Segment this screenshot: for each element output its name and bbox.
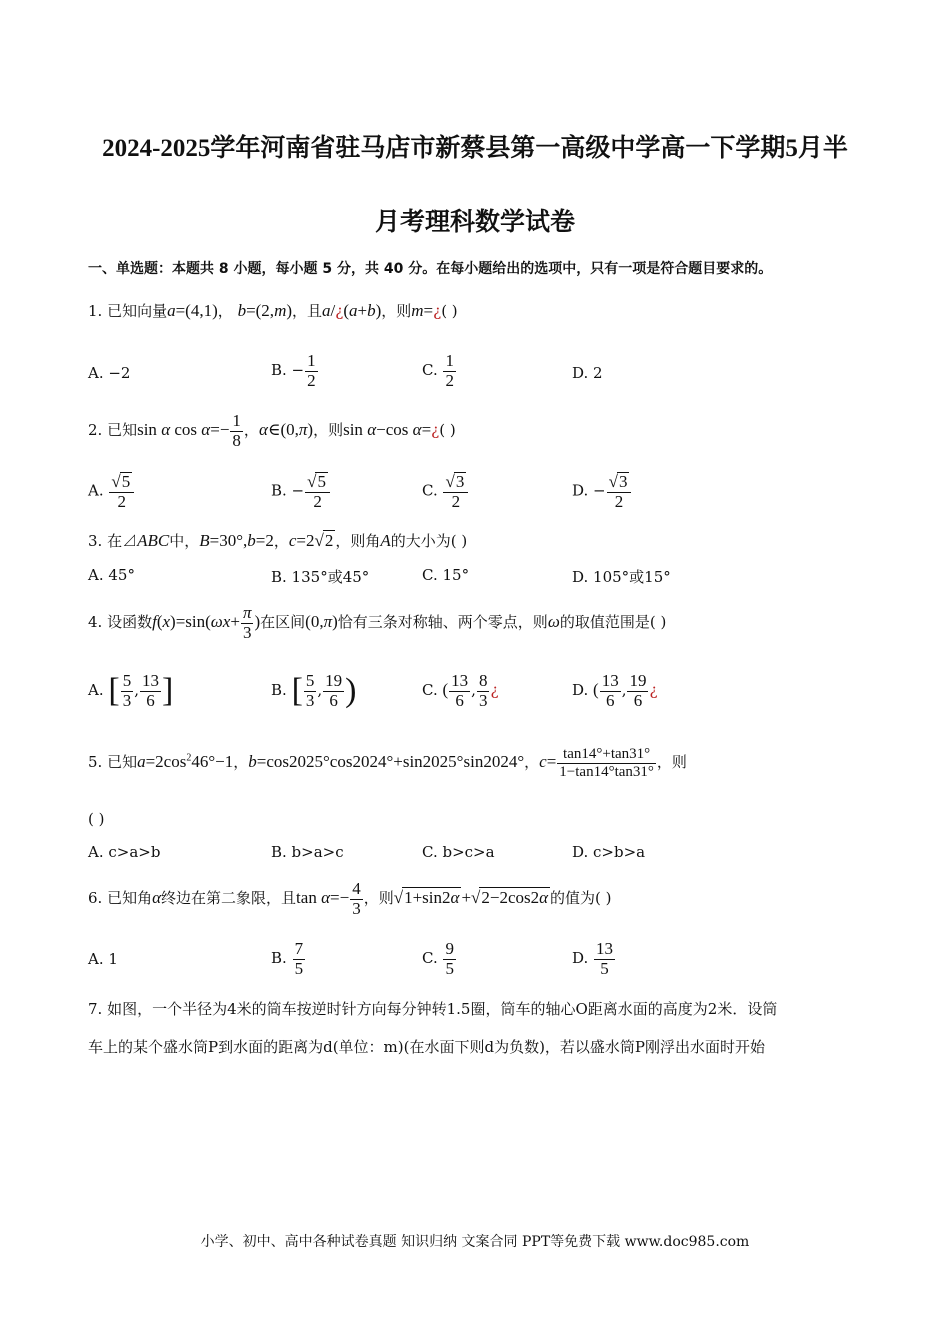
q4-option-b[interactable]: B. [ $\frac{5}{3}$ , $\frac{19}{6}$ ) bbox=[271, 671, 357, 710]
question-6: 6. 已知角α终边在第二象限，且tan α=− $\frac{4}{3}$ ，则√1+sin2α +√2−2cos2α 的值为( ) bbox=[88, 879, 612, 918]
q1-option-b[interactable]: B. − $\frac{1}{2}$ bbox=[271, 351, 316, 390]
q2-option-d[interactable]: D. − $\frac{√3}{2}$ bbox=[572, 472, 632, 511]
exam-title-line2: 月考理科数学试卷 bbox=[374, 209, 575, 236]
question-4: 4. 设函数f(x)=sin(ωx+ $\frac{\pi}{3}$ )在区间(0,π)恰有三条对称轴、两个零点，则ω的取值范围是( ) bbox=[88, 603, 667, 642]
q5-option-d[interactable]: D. c>b>a bbox=[572, 843, 646, 861]
q3-option-b[interactable]: B. 135°或45° bbox=[271, 568, 370, 586]
q1-text: 1. 已知向量 bbox=[88, 302, 168, 320]
q1-option-d[interactable]: D. 2 bbox=[572, 364, 603, 382]
q5-paren: ( ) bbox=[88, 810, 105, 828]
section-heading: 一、单选题：本题共 8 小题，每小题 5 分，共 40 分。在每小题给出的选项中，只有一项是符合题目要求的。 bbox=[88, 261, 773, 277]
q3-option-c[interactable]: C. 15° bbox=[422, 566, 470, 584]
q4-option-a[interactable]: A. [ $\frac{5}{3}$ , $\frac{13}{6}$ ] bbox=[88, 671, 174, 710]
question-2: 2. 已知sin α cos α=− $\frac{1}{8}$ ，α∈(0,π)，则sin α−cos α=¿( ) bbox=[88, 411, 456, 450]
q5-option-c[interactable]: C. b>c>a bbox=[422, 843, 495, 861]
question-7-line2: 车上的某个盛水筒P到水面的距离为d(单位：m)(在水面下则d为负数)，若以盛水筒P刚浮出水面时开始 bbox=[88, 1038, 766, 1056]
question-7-line1: 7. 如图，一个半径为4米的筒车按逆时针方向每分钟转1.5圈，筒车的轴心O距离水面的高度为2米．设筒 bbox=[88, 1000, 778, 1018]
question-5: 5. 已知$a=2\cos^246^\circ-1$，b=cos2025°cos2024°+sin2025°sin2024°，c= $\frac{\tan 14^\circ+\tan 31^\circ}{1-\tan 14^\circ\tan 31^\circ}$ ，则 bbox=[88, 746, 687, 780]
question-1: 1. 已知向量a=(4,1)， b=(2,m)，且a/¿(a+b)，则m=¿( ) bbox=[88, 301, 458, 320]
q2-option-c[interactable]: C. $\frac{√3}{2}$ bbox=[422, 472, 469, 511]
q1-option-a[interactable]: A. −2 bbox=[88, 364, 131, 382]
q4-option-c[interactable]: C. ( $\frac{13}{6}$ , $\frac{8}{3}$ ¿ bbox=[422, 671, 499, 710]
exam-title-line1: 2024-2025学年河南省驻马店市新蔡县第一高级中学高一下学期5月半 bbox=[102, 135, 848, 162]
q3-option-a[interactable]: A. 45° bbox=[88, 566, 135, 584]
q2-option-b[interactable]: B. − $\frac{√5}{2}$ bbox=[271, 472, 331, 511]
q5-option-b[interactable]: B. b>a>c bbox=[271, 843, 344, 861]
q2-option-a[interactable]: A. $\frac{√5}{2}$ bbox=[88, 472, 135, 511]
q1-option-c[interactable]: C. $\frac{1}{2}$ bbox=[422, 351, 454, 390]
q6-option-a[interactable]: A. 1 bbox=[88, 950, 118, 968]
q4-option-d[interactable]: D. ( $\frac{13}{6}$ , $\frac{19}{6}$ ¿ bbox=[572, 671, 658, 710]
q6-option-b[interactable]: B. $\frac{7}{5}$ bbox=[271, 939, 304, 978]
question-3: 3. 在⊿ABC中，B=30°,b=2，c=2√2 ，则角A的大小为( ) bbox=[88, 531, 468, 550]
footer-link[interactable]: 小学、初中、高中各种试卷真题 知识归纳 文案合同 PPT等免费下载 www.doc985.com bbox=[200, 1234, 750, 1250]
q6-option-c[interactable]: C. $\frac{9}{5}$ bbox=[422, 939, 454, 978]
q3-option-d[interactable]: D. 105°或15° bbox=[572, 568, 671, 586]
q6-option-d[interactable]: D. $\frac{13}{5}$ bbox=[572, 939, 614, 978]
q5-option-a[interactable]: A. c>a>b bbox=[88, 843, 161, 861]
